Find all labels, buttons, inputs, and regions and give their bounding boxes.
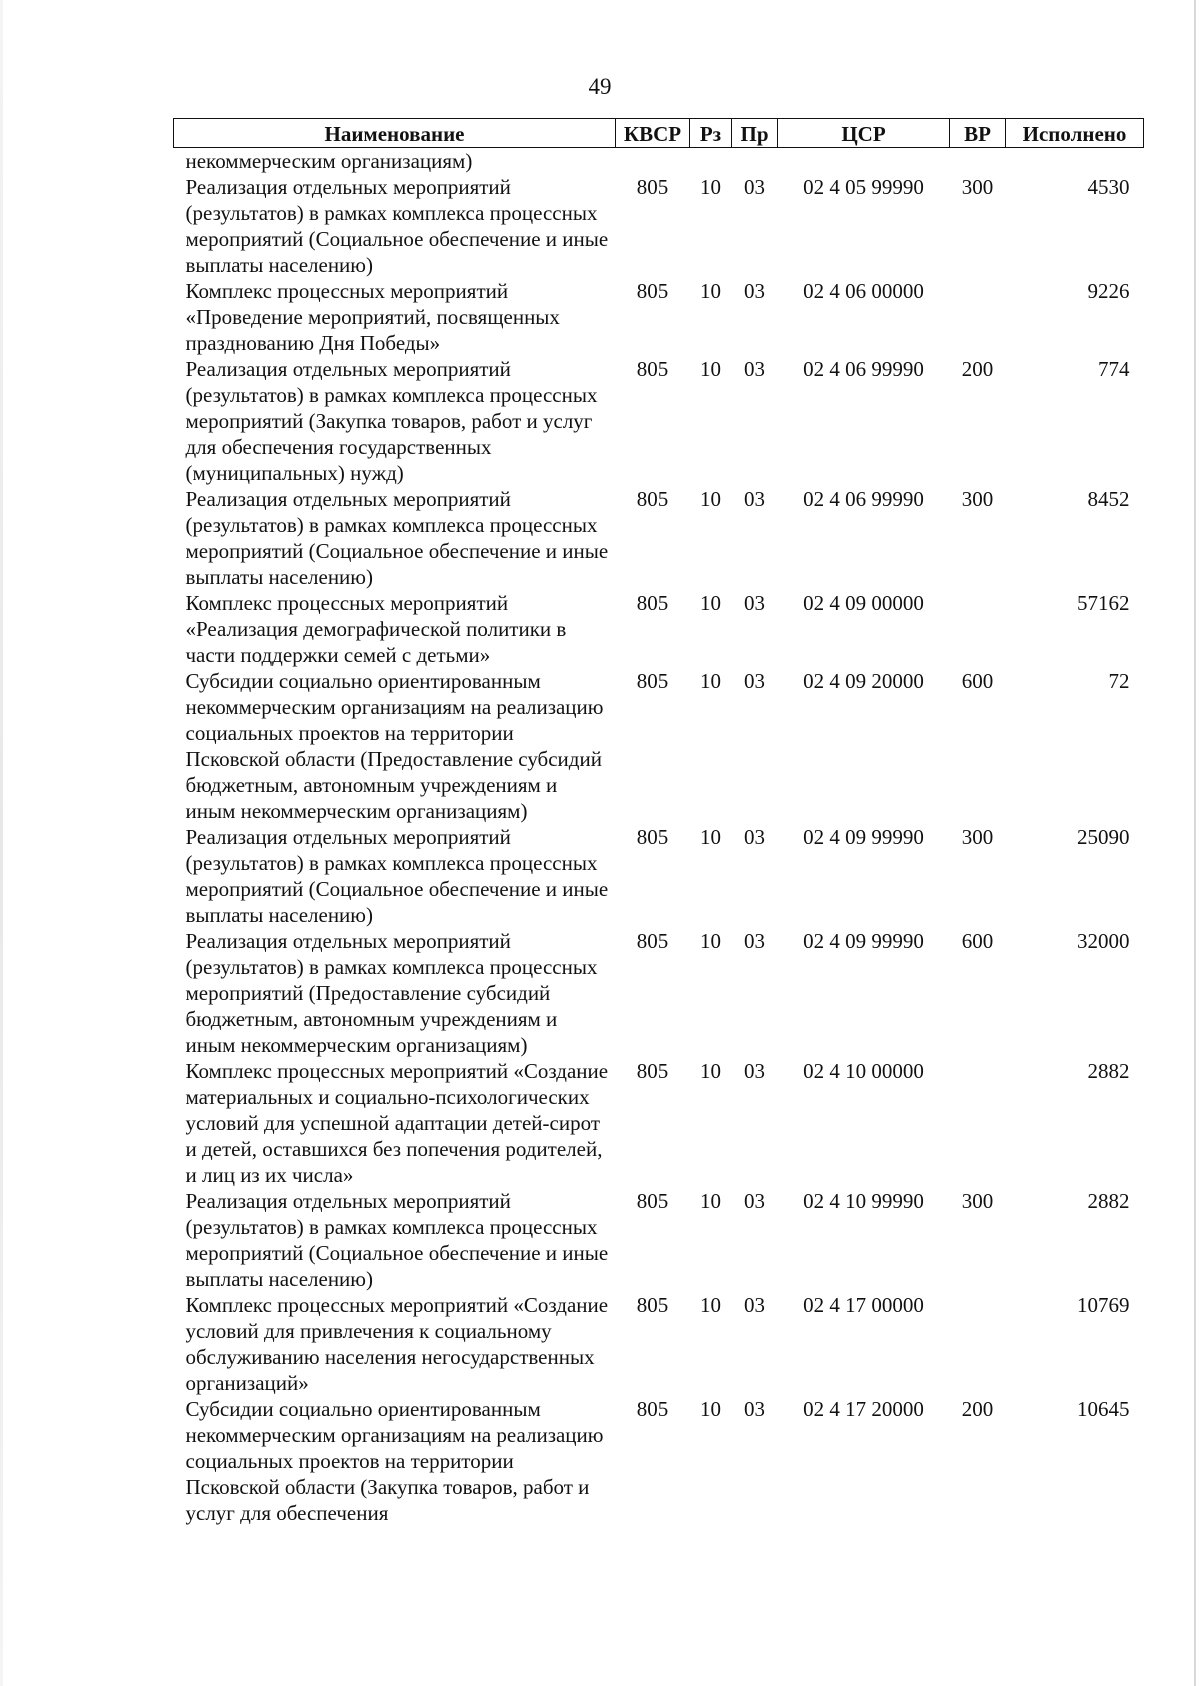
cell-name: Реализация отдельных мероприятий (результатов) в рамках комплекса процессных мероприятий (Социальное обеспечение и иные выплаты населению) bbox=[185, 1189, 609, 1291]
cell-kvsr: 805 bbox=[636, 1397, 669, 1421]
cell-pr: 03 bbox=[744, 279, 765, 303]
cell-pr: 03 bbox=[744, 825, 765, 849]
cell-pr: 03 bbox=[744, 1293, 765, 1317]
cell-isp: 32000 bbox=[1077, 929, 1130, 953]
cell-csr: 02 4 09 99990 bbox=[803, 929, 924, 953]
cell-csr: 02 4 10 00000 bbox=[803, 1059, 924, 1083]
budget-table bbox=[173, 118, 1144, 1526]
cell-kvsr: 805 bbox=[636, 929, 669, 953]
table-row bbox=[174, 824, 1144, 928]
cell-rz: 10 bbox=[700, 279, 721, 303]
cell-vr bbox=[950, 1292, 1006, 1396]
cell-isp: 10645 bbox=[1077, 1397, 1130, 1421]
table-row bbox=[174, 668, 1144, 824]
cell-pr: 03 bbox=[744, 929, 765, 953]
cell-pr: 03 bbox=[744, 1059, 765, 1083]
cell-pr: 03 bbox=[744, 487, 765, 511]
header-name: Наименование bbox=[174, 119, 616, 148]
cell-name: Субсидии социально ориентированным некоммерческим организациям на реализацию социальных проектов на территории Псковской области (Предоставление субсидий бюджетным, автономным учреждениям и иным некоммерческим организациям) bbox=[185, 669, 604, 823]
cell-kvsr: 805 bbox=[636, 1189, 669, 1213]
cell-vr: 300 bbox=[961, 487, 994, 511]
cell-csr: 02 4 17 20000 bbox=[803, 1397, 924, 1421]
cell-kvsr: 805 bbox=[636, 487, 669, 511]
cell-csr: 02 4 09 99990 bbox=[803, 825, 924, 849]
cell-isp: 4530 bbox=[1087, 175, 1130, 199]
cell-pr: 03 bbox=[744, 669, 765, 693]
cell-isp: 8452 bbox=[1087, 487, 1130, 511]
cell-name: Реализация отдельных мероприятий (результатов) в рамках комплекса процессных мероприятий (Социальное обеспечение и иные выплаты населению) bbox=[185, 825, 609, 927]
cell-isp: 774 bbox=[1098, 357, 1130, 381]
cell-rz: 10 bbox=[700, 1059, 721, 1083]
table-row bbox=[174, 486, 1144, 590]
header-kvsr: КВСР bbox=[616, 119, 690, 148]
cell-name: Комплекс процессных мероприятий «Реализация демографической политики в части поддержки семей с детьми» bbox=[185, 591, 567, 667]
cell-isp: 10769 bbox=[1077, 1293, 1130, 1317]
table-row bbox=[174, 1058, 1144, 1188]
cell-rz bbox=[690, 148, 732, 175]
cell-vr: 200 bbox=[961, 1397, 994, 1421]
cell-pr bbox=[732, 148, 778, 175]
cell-vr: 600 bbox=[961, 929, 994, 953]
cell-csr: 02 4 09 20000 bbox=[803, 669, 924, 693]
cell-rz: 10 bbox=[700, 175, 721, 199]
table-row bbox=[174, 928, 1144, 1058]
cell-csr: 02 4 06 99990 bbox=[803, 357, 924, 381]
cell-name: Реализация отдельных мероприятий (результатов) в рамках комплекса процессных мероприятий (Социальное обеспечение и иные выплаты населению) bbox=[185, 487, 609, 589]
cell-isp: 2882 bbox=[1087, 1189, 1130, 1213]
cell-csr: 02 4 10 99990 bbox=[803, 1189, 924, 1213]
cell-rz: 10 bbox=[700, 825, 721, 849]
cell-vr bbox=[950, 278, 1006, 356]
cell-csr: 02 4 09 00000 bbox=[803, 591, 924, 615]
cell-kvsr: 805 bbox=[636, 357, 669, 381]
cell-name: Реализация отдельных мероприятий (результатов) в рамках комплекса процессных мероприятий (Закупка товаров, работ и услуг для обеспечения государственных (муниципальных) нужд) bbox=[185, 357, 598, 485]
cell-name: Комплекс процессных мероприятий «Создание условий для привлечения к социальному обслуживанию населения негосударственных организаций» bbox=[185, 1293, 609, 1395]
cell-kvsr: 805 bbox=[636, 825, 669, 849]
cell-pr: 03 bbox=[744, 175, 765, 199]
cell-kvsr: 805 bbox=[636, 1293, 669, 1317]
cell-rz: 10 bbox=[700, 1189, 721, 1213]
cell-rz: 10 bbox=[700, 1293, 721, 1317]
header-csr: ЦСР bbox=[778, 119, 950, 148]
cell-rz: 10 bbox=[700, 929, 721, 953]
cell-kvsr: 805 bbox=[636, 669, 669, 693]
cell-pr: 03 bbox=[744, 591, 765, 615]
cell-vr: 600 bbox=[961, 669, 994, 693]
cell-name: Субсидии социально ориентированным некоммерческим организациям на реализацию социальных проектов на территории Псковской области (Закупка товаров, работ и услуг для обеспечения bbox=[185, 1397, 604, 1525]
table-row bbox=[174, 590, 1144, 668]
cell-rz: 10 bbox=[700, 1397, 721, 1421]
cell-rz: 10 bbox=[700, 669, 721, 693]
cell-pr: 03 bbox=[744, 1397, 765, 1421]
table-row bbox=[174, 148, 1144, 175]
cell-isp: 25090 bbox=[1077, 825, 1130, 849]
cell-csr: 02 4 05 99990 bbox=[803, 175, 924, 199]
cell-rz: 10 bbox=[700, 591, 721, 615]
cell-kvsr: 805 bbox=[636, 1059, 669, 1083]
cell-vr bbox=[950, 148, 1006, 175]
cell-isp: 57162 bbox=[1077, 591, 1130, 615]
table-body bbox=[174, 148, 1144, 1527]
table-row bbox=[174, 1188, 1144, 1292]
cell-csr bbox=[778, 148, 950, 175]
budget-table-wrapper bbox=[173, 118, 1143, 1526]
scan-edge-left bbox=[0, 0, 3, 1686]
table-row bbox=[174, 278, 1144, 356]
cell-vr bbox=[950, 590, 1006, 668]
cell-kvsr: 805 bbox=[636, 279, 669, 303]
header-vr: ВР bbox=[950, 119, 1006, 148]
cell-vr bbox=[950, 1058, 1006, 1188]
cell-csr: 02 4 06 99990 bbox=[803, 487, 924, 511]
page-number: 49 bbox=[588, 74, 612, 99]
cell-kvsr bbox=[616, 148, 690, 175]
header-isp: Исполнено bbox=[1006, 119, 1144, 148]
cell-isp: 72 bbox=[1108, 669, 1130, 693]
cell-kvsr: 805 bbox=[636, 591, 669, 615]
cell-csr: 02 4 17 00000 bbox=[803, 1293, 924, 1317]
cell-name: некоммерческим организациям) bbox=[185, 149, 473, 173]
header-pr: Пр bbox=[732, 119, 778, 148]
cell-name: Комплекс процессных мероприятий «Создание материальных и социально-психологических условий для успешной адаптации детей-сирот и детей, оставшихся без попечения родителей, и лиц из их числа» bbox=[185, 1059, 609, 1187]
table-row bbox=[174, 174, 1144, 278]
cell-name: Реализация отдельных мероприятий (результатов) в рамках комплекса процессных мероприятий (Предоставление субсидий бюджетным, автономным учреждениям и иным некоммерческим организациям) bbox=[185, 929, 598, 1057]
cell-isp: 2882 bbox=[1087, 1059, 1130, 1083]
header-rz: Рз bbox=[690, 119, 732, 148]
cell-vr: 300 bbox=[961, 825, 994, 849]
cell-vr: 300 bbox=[961, 175, 994, 199]
cell-csr: 02 4 06 00000 bbox=[803, 279, 924, 303]
cell-rz: 10 bbox=[700, 357, 721, 381]
table-row bbox=[174, 1292, 1144, 1396]
table-row bbox=[174, 1396, 1144, 1526]
cell-rz: 10 bbox=[700, 487, 721, 511]
cell-isp: 9226 bbox=[1087, 279, 1130, 303]
cell-vr: 300 bbox=[961, 1189, 994, 1213]
cell-name: Комплекс процессных мероприятий «Проведение мероприятий, посвященных празднованию Дня Победы» bbox=[185, 279, 560, 355]
cell-name: Реализация отдельных мероприятий (результатов) в рамках комплекса процессных мероприятий (Социальное обеспечение и иные выплаты населению) bbox=[185, 175, 609, 277]
cell-vr: 200 bbox=[961, 357, 994, 381]
cell-pr: 03 bbox=[744, 357, 765, 381]
table-header-row bbox=[174, 119, 1144, 148]
table-row bbox=[174, 356, 1144, 486]
cell-kvsr: 805 bbox=[636, 175, 669, 199]
cell-isp bbox=[1006, 148, 1144, 175]
cell-pr: 03 bbox=[744, 1189, 765, 1213]
scan-edge-right bbox=[1194, 0, 1196, 1686]
